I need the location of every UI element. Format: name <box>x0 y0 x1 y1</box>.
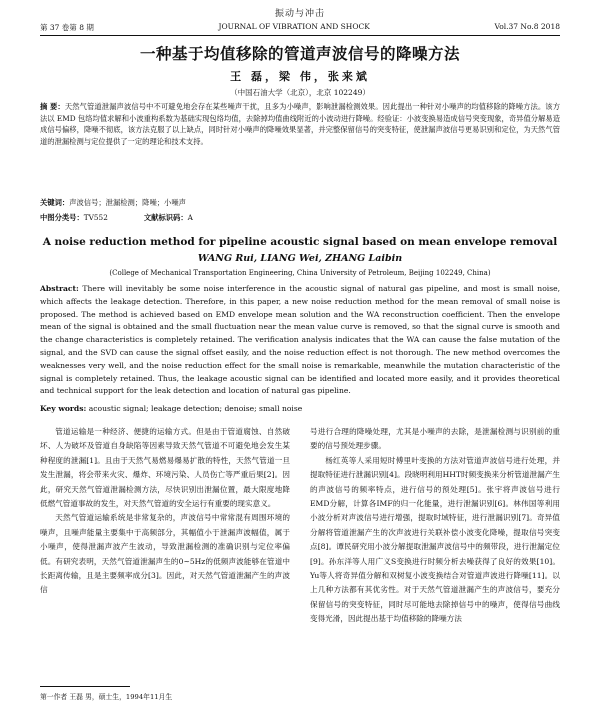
footnote: 第一作者 王磊 男，硕士生，1994年11月生 <box>40 693 173 701</box>
affiliation-english: (College of Mechanical Transportation Engineering, China University of Petroleum, Beijing 102249, China) <box>109 269 491 277</box>
body-paragraph: 天然气管道运输系统是非常复杂的，声波信号中常常混有周围环境的噪声，且噪声能量主要集中于高频部分，其幅值小于泄漏声波幅值，属于小噪声，使得泄漏声波产生波动，导致泄漏检测的准确识别与定位率偏低。有研究表明，天然气管道泄漏声生的0~5Hz的低频声波能够在管道中长距离传输，且是主要频率成分[3]。因此，对天然气管道泄漏产生的声波信 <box>40 513 290 595</box>
clc-number: 中图分类号：TV552 <box>40 213 108 222</box>
affiliation-chinese: （中国石油大学（北京），北京 102249） <box>230 88 370 97</box>
body-column-left <box>40 425 290 598</box>
body-paragraph: 号进行合理的降噪处理，尤其是小噪声的去除，是泄漏检测与识别前的重要的信号预处理步骤。 <box>310 427 560 451</box>
running-head <box>40 22 560 36</box>
body-paragraph: 杨红英等人采用短时傅里叶变换的方法对管道声波信号进行处理，并提取特征进行泄漏识别[4]。段晓明利用HHT时频变换来分析管道泄漏产生的声波信号的频率特点，进行信号的预处理[5]。张宇将声波信号进行EMD分解，计算各IMF的归一化能量，进行泄漏识别[6]。林伟国等利用小波分析对声波信号进行增强，提取时域特征，进行泄漏识别[7]。奇异值分解将管道泄漏产生的次声波进行关联补偿小波变化降噪，提取信号突变点[8]。谭民研究用小波分解提取泄漏声波信号中的频带段，进行泄漏定位[9]。孙东洋等人用广义S变换进行时频分析去噪获得了良好的效果[10]。Yu等人将奇异值分解和双树复小波变换结合对管道声波进行降噪[11]。以上几种方法都有其优劣性。对于天然气管道泄漏产生的声波信号，要充分保留信号的突变特征，同时尽可能地去除掉信号中的噪声，使得信号曲线变得光滑，因此提出基于均值移除的降噪方法 <box>310 455 560 624</box>
keywords-english-text: acoustic signal; leakage detection; denoise; small noise <box>88 404 303 413</box>
footnote-divider <box>40 686 130 687</box>
title-english: A noise reduction method for pipeline acoustic signal based on mean envelope removal <box>42 236 558 248</box>
authors-english: WANG Rui, LIANG Wei, ZHANG Laibin <box>197 253 403 264</box>
keywords-chinese-label: 关键词： <box>40 198 70 207</box>
document-code: 文献标识码：A <box>143 213 193 222</box>
abstract-english-text: There will inevitably be some noise interference in the acoustic signal of natural gas pipeline, and most is small noise, which affects the leakage detection. Therefore, in this paper, a new noise reduction method for the mean removal of small noise is proposed. The method is achieved based on EMD envelope mean solution and the WA reconstruction coefficient. Then the envelope mean of the signal is obtained and the small fluctuation near the mean value curve is removed, so that the signal curve is smooth and the change characteristics is completely retained. The verification analysis indicates that the WA can cause the false mutation of the signal, and the SVD can cause the signal offset easily, and the noise reduction effect is not thorough. The new method overcomes the weaknesses very well, and the noise reduction effect for the small noise is remarkable, meanwhile the mutation characteristic of the signal is completely retained. Thus, the leakage acoustic signal can be identified and located more easily, and it provides theoretical and technical support for the leak detection and location of natural gas pipeline. <box>40 284 561 396</box>
abstract-english <box>40 283 560 398</box>
body-column-right <box>310 425 560 627</box>
journal-name: 振动与冲击 <box>274 9 325 19</box>
keywords-english-label: Key words: <box>40 404 87 413</box>
abstract-chinese <box>40 101 560 147</box>
abstract-chinese-text: 天然气管道泄漏声波信号中不可避免地会存在某些噪声干扰，且多为小噪声，影响泄漏检测效果。因此提出一种针对小噪声的均值移除的降噪方法。该方法以 EMD 包络均值求解和小波重构系数为基础实现包络均值，去除掉均值曲线附近的小波动进行降噪。经验证：小波变换易造成信号突变现象，奇异值分解易造成信号偏移，降噪不彻底，该方法克服了以上缺点，同时针对小噪声的降噪效果显著，并完整保留信号的突变特征，使泄漏声波信号更易识别和定位，为天然气管道的泄漏检测与定位提供了一定的理论和技术支持。 <box>40 102 560 146</box>
body-paragraph: 管道运输是一种经济、便捷的运输方式。但是由于管道腐蚀、自然破坏、人为破坏及管道自身缺陷等因素导致天然气管道不可避免地会发生某种程度的泄漏[1]。且由于天然气易燃易爆易扩散的特性，天然气管道一旦发生泄漏，将会带来火灾、爆炸、环境污染、人员伤亡等严重后果[2]。因此，研究天然气管道泄漏检测方法，尽快识别出泄漏位置，最大限度地降低燃气管道事故的发生，对天然气管道的安全运行有重要的现实意义。 <box>40 427 290 509</box>
title-chinese: 一种基于均值移除的管道声波信号的降噪方法 <box>139 44 460 63</box>
running-head-volume: 第 37 卷第 8 期 <box>40 23 94 32</box>
keywords-chinese-text: 声波信号；泄漏检测；降噪；小噪声 <box>69 198 186 207</box>
abstract-english-label: Abstract: <box>40 284 79 293</box>
authors-chinese: 王 磊，梁 伟，张来斌 <box>230 70 370 83</box>
running-head-journal: JOURNAL OF VIBRATION AND SHOCK <box>218 22 370 31</box>
abstract-chinese-label: 摘 要： <box>40 102 65 111</box>
classification-row <box>40 213 560 223</box>
keywords-chinese <box>40 198 560 208</box>
running-head-issue: Vol.37 No.8 2018 <box>494 22 560 31</box>
keywords-english <box>40 404 560 413</box>
